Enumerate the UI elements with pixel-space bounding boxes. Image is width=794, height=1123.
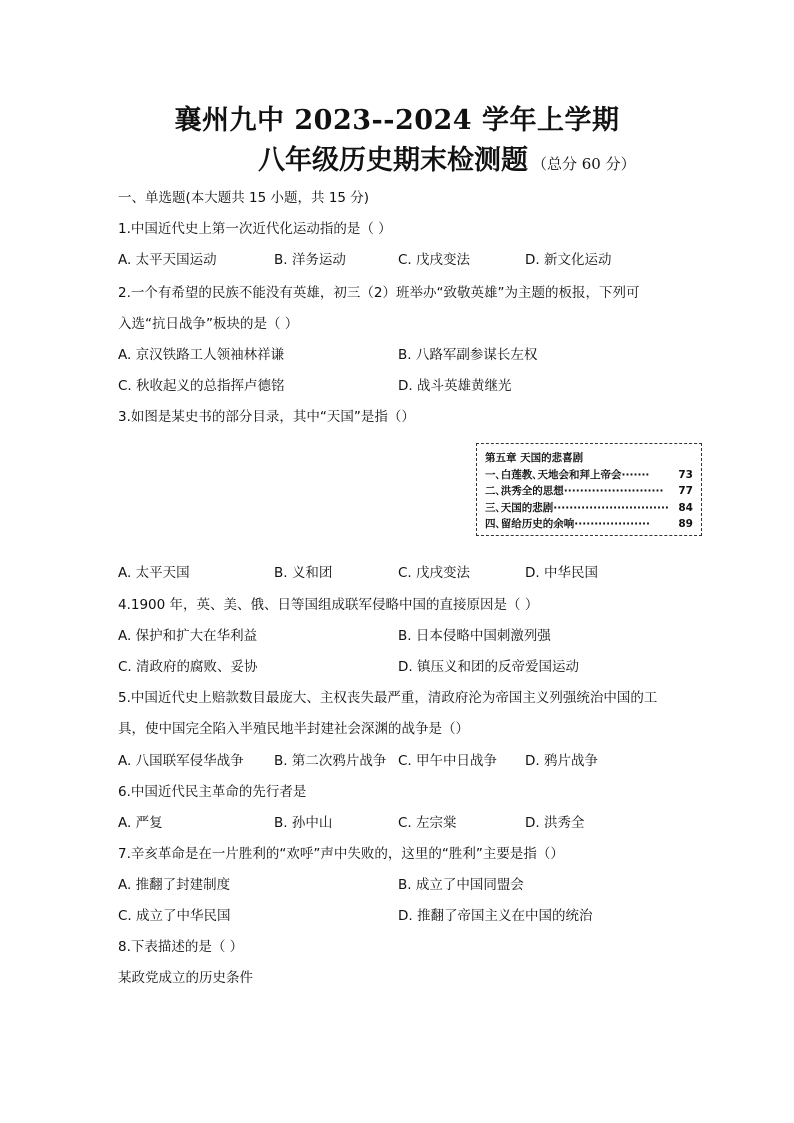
- option-b: B. 孙中山: [274, 815, 333, 831]
- table-caption: 某政党成立的历史条件: [118, 970, 253, 986]
- option-d: D. 新文化运动: [525, 252, 612, 268]
- toc-row: 四､留给历史的余响··················· 89: [485, 518, 693, 530]
- question-stem: 8.下表描述的是（ ）: [118, 939, 244, 955]
- toc-row: 三､天国的悲剧····························· 84: [485, 501, 693, 514]
- option-b: B. 日本侵略中国刺激列强: [398, 628, 551, 644]
- section-heading: 一、单选题(本大题共 15 小题，共 15 分): [118, 190, 370, 206]
- question-stem: 7.辛亥革命是在一片胜利的“欢呼”声中失败的，这里的“胜利”主要是指（）: [118, 846, 564, 862]
- option-a: A. 严复: [118, 815, 163, 831]
- exam-title: 襄州九中 2023--2024 学年上学期: [174, 105, 620, 136]
- option-c: C. 左宗棠: [398, 815, 457, 831]
- option-b: B. 八路军副参谋长左权: [398, 347, 538, 363]
- question-stem: 3.如图是某史书的部分目录，其中“天国”是指（）: [118, 409, 415, 425]
- score-note: （总分 60 分）: [532, 155, 636, 173]
- option-c: C. 戊戌变法: [398, 252, 471, 268]
- question-stem-cont: 入选“抗日战争”板块的是（ ）: [118, 316, 299, 332]
- option-a: A. 太平天国运动: [118, 252, 217, 268]
- option-d: D. 鸦片战争: [525, 753, 598, 769]
- option-c: C. 甲午中日战争: [398, 753, 498, 769]
- option-a: A. 京汉铁路工人领袖林祥谦: [118, 347, 285, 363]
- toc-row: 第五章 天国的悲喜剧: [485, 452, 584, 464]
- option-a: A. 保护和扩大在华利益: [118, 628, 258, 644]
- exam-subtitle: [258, 138, 636, 177]
- option-d: D. 中华民国: [525, 565, 598, 581]
- option-a: A. 太平天国: [118, 565, 190, 581]
- option-b: B. 成立了中国同盟会: [398, 877, 524, 893]
- question-stem: 2.一个有希望的民族不能没有英雄，初三（2）班举办“致敬英雄”为主题的板报，下列可: [118, 285, 640, 301]
- question-stem-cont: 具，使中国完全陷入半殖民地半封建社会深渊的战争是（）: [118, 721, 469, 737]
- option-c: C. 戊戌变法: [398, 565, 471, 581]
- option-a: A. 推翻了封建制度: [118, 877, 231, 893]
- toc-row: 二､洪秀全的思想························· 77: [485, 485, 693, 497]
- book-toc-figure: [476, 443, 702, 536]
- option-d: D. 洪秀全: [525, 815, 585, 831]
- option-b: B. 洋务运动: [274, 252, 346, 268]
- option-c: C. 清政府的腐败、妥协: [118, 659, 258, 675]
- option-d: D. 推翻了帝国主义在中国的统治: [398, 908, 593, 924]
- toc-row: 一､白莲教､天地会和拜上帝会······· 73: [485, 468, 693, 481]
- option-b: B. 第二次鸦片战争: [274, 753, 387, 769]
- option-d: D. 战斗英雄黄继光: [398, 378, 512, 394]
- question-stem: 4.1900 年，英、美、俄、日等国组成联军侵略中国的直接原因是（ ）: [118, 597, 539, 613]
- option-a: A. 八国联军侵华战争: [118, 753, 244, 769]
- option-b: B. 义和团: [274, 565, 333, 581]
- question-stem: 1.中国近代史上第一次近代化运动指的是（ ）: [118, 221, 392, 237]
- question-stem: 6.中国近代民主革命的先行者是: [118, 784, 307, 800]
- option-c: C. 秋收起义的总指挥卢德铭: [118, 378, 285, 394]
- option-c: C. 成立了中华民国: [118, 908, 231, 924]
- option-d: D. 镇压义和团的反帝爱国运动: [398, 659, 579, 675]
- exam-subtitle-main: 八年级历史期末检测题: [258, 145, 528, 176]
- question-stem: 5.中国近代史上赔款数目最庞大、主权丧失最严重，清政府沦为帝国主义列强统治中国的工: [118, 690, 658, 706]
